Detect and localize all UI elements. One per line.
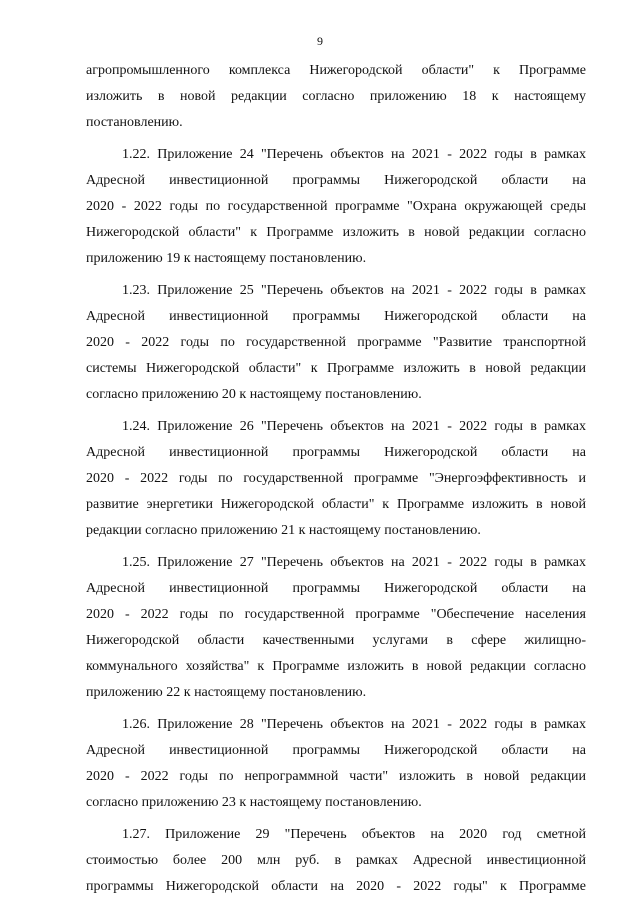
text-line: постановлению.: [86, 115, 183, 130]
text-line: Нижегородской области качественными услугами в сфере жилищно-: [86, 633, 586, 648]
text-line: Адресной инвестиционной программы Нижегородской области на: [86, 173, 586, 188]
text-line: 2020 - 2022 годы по непрограммной части" изложить в новой редакции: [86, 769, 586, 784]
text-line: Адресной инвестиционной программы Нижегородской области на: [86, 743, 586, 758]
paragraph: [86, 414, 586, 544]
text-line: Адресной инвестиционной программы Нижегородской области на: [86, 445, 586, 460]
text-line: 1.26. Приложение 28 "Перечень объектов на 2021 - 2022 годы в рамках: [122, 717, 586, 732]
text-line: 1.27. Приложение 29 "Перечень объектов на 2020 год сметной: [122, 827, 586, 842]
text-line: программы Нижегородской области на 2020 - 2022 годы" к Программе: [86, 879, 586, 894]
text-line: согласно приложению 23 к настоящему постановлению.: [86, 795, 422, 810]
text-line: 2020 - 2022 годы по государственной программе "Обеспечение населения: [86, 607, 586, 622]
paragraph: [86, 58, 586, 136]
paragraph: [86, 822, 586, 900]
text-line: согласно приложению 20 к настоящему постановлению.: [86, 387, 422, 402]
text-line: 2020 - 2022 годы по государственной программе "Энергоэффективность и: [86, 471, 586, 486]
text-line: агропромышленного комплекса Нижегородской области" к Программе: [86, 63, 586, 78]
paragraph: [86, 142, 586, 272]
paragraph: [86, 712, 586, 816]
paragraph: [86, 278, 586, 408]
text-line: системы Нижегородской области" к Программе изложить в новой редакции: [86, 361, 586, 376]
text-line: Адресной инвестиционной программы Нижегородской области на: [86, 581, 586, 596]
text-line: 1.24. Приложение 26 "Перечень объектов на 2021 - 2022 годы в рамках: [122, 419, 586, 434]
text-line: 2020 - 2022 годы по государственной программе "Развитие транспортной: [86, 335, 586, 350]
text-line: 1.25. Приложение 27 "Перечень объектов на 2021 - 2022 годы в рамках: [122, 555, 586, 570]
text-line: развитие энергетики Нижегородской области" к Программе изложить в новой: [86, 497, 586, 512]
text-line: 1.22. Приложение 24 "Перечень объектов на 2021 - 2022 годы в рамках: [122, 147, 586, 162]
text-line: стоимостью более 200 млн руб. в рамках Адресной инвестиционной: [86, 853, 586, 868]
text-line: приложению 19 к настоящему постановлению.: [86, 251, 367, 266]
text-line: коммунального хозяйства" к Программе изложить в новой редакции согласно: [86, 659, 586, 674]
text-line: 2020 - 2022 годы по государственной программе "Охрана окружающей среды: [86, 199, 586, 214]
text-line: редакции согласно приложению 21 к настоящему постановлению.: [86, 523, 481, 538]
text-line: 1.23. Приложение 25 "Перечень объектов на 2021 - 2022 годы в рамках: [122, 283, 586, 298]
paragraph: [86, 550, 586, 706]
text-line: изложить в новой редакции согласно приложению 18 к настоящему: [86, 89, 586, 104]
page-number: 9: [317, 34, 323, 48]
document-body: [86, 58, 586, 906]
text-line: приложению 22 к настоящему постановлению.: [86, 685, 367, 700]
text-line: Адресной инвестиционной программы Нижегородской области на: [86, 309, 586, 324]
text-line: Нижегородской области" к Программе изложить в новой редакции согласно: [86, 225, 586, 240]
